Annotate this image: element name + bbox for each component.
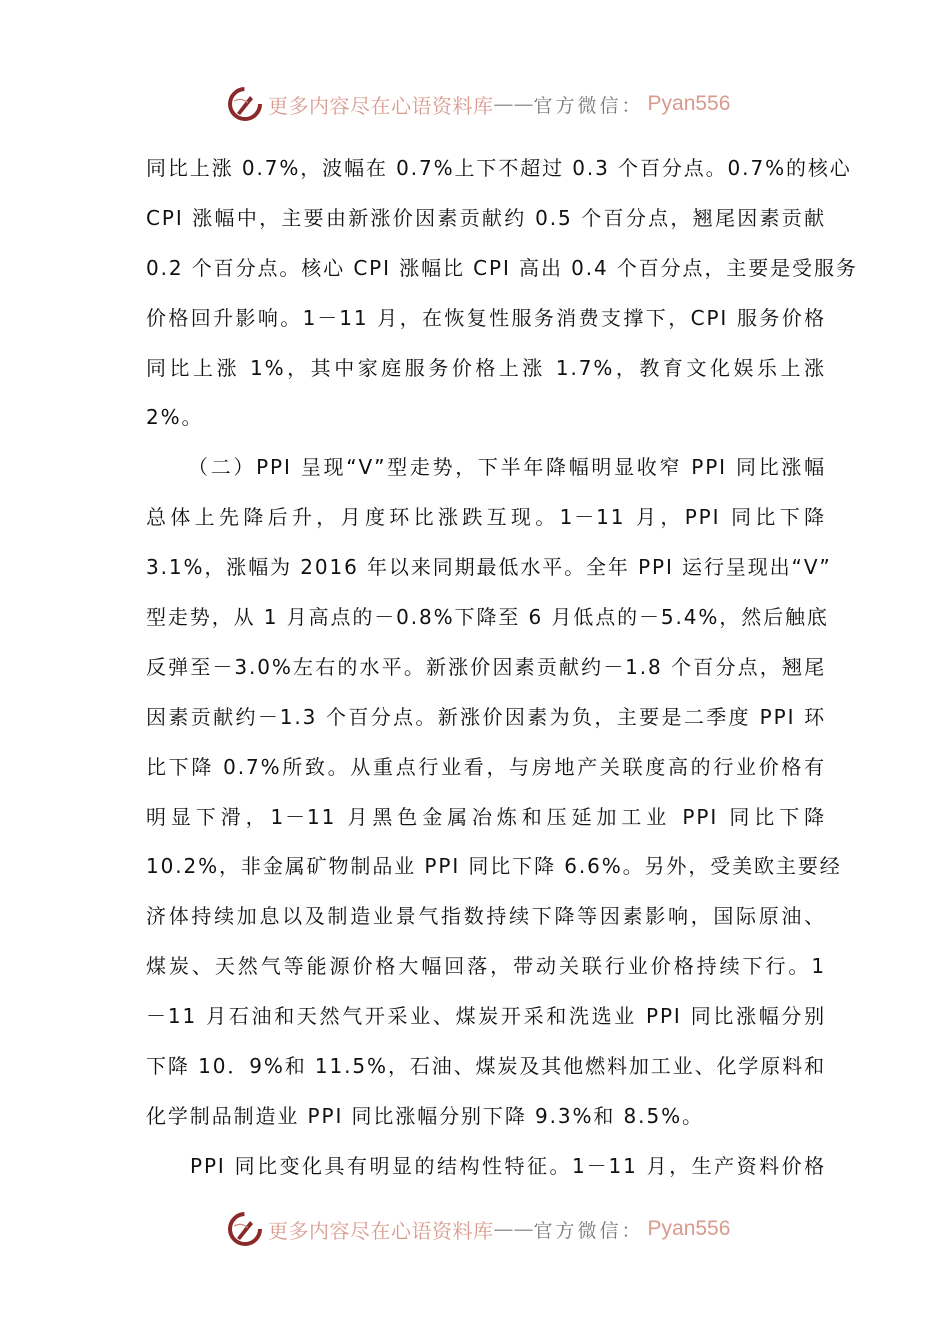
text-line: 明显下滑，1－11 月黑色金属冶炼和压延加工业 PPI 同比下降: [146, 804, 826, 829]
banner-dash: ——: [493, 92, 534, 116]
site-name-text: 更多内容尽在心语资料库: [268, 1218, 494, 1243]
text-line: 型走势，从 1 月高点的－0.8%下降至 6 月低点的－5.4%，然后触底: [146, 605, 829, 630]
quill-pen-logo-icon: [228, 87, 262, 121]
wechat-label: 官方微信：: [533, 94, 644, 117]
text-line: 济体持续加息以及制造业景气指数持续下降等因素影响，国际原油、: [146, 904, 826, 929]
wechat-label: 官方微信：: [533, 1219, 644, 1242]
text-line: 同比上涨 1%，其中家庭服务价格上涨 1.7%，教育文化娱乐上涨: [146, 355, 826, 380]
text-line: 价格回升影响。1－11 月，在恢复性服务消费支撑下，CPI 服务价格: [146, 305, 826, 330]
text-line: CPI 涨幅中，主要由新涨价因素贡献约 0.5 个百分点，翘尾因素贡献: [146, 205, 826, 230]
text-line: 因素贡献约－1.3 个百分点。新涨价因素为负，主要是二季度 PPI 环: [146, 704, 826, 729]
wechat-id: Pyan556: [647, 1217, 731, 1240]
header-banner: [228, 84, 731, 124]
text-line: －11 月石油和天然气开采业、煤炭开采和洗选业 PPI 同比涨幅分别: [146, 1004, 826, 1029]
banner-dash: ——: [493, 1217, 534, 1241]
text-line: 0.2 个百分点。核心 CPI 涨幅比 CPI 高出 0.4 个百分点，主要是受服务: [146, 255, 858, 280]
footer-banner: [228, 1209, 731, 1249]
text-line: 3.1%，涨幅为 2016 年以来同期最低水平。全年 PPI 运行呈现出“V”: [146, 555, 832, 580]
site-name-text: 更多内容尽在心语资料库: [268, 93, 494, 118]
quill-pen-logo-icon: [228, 1212, 262, 1246]
text-line: 2%。: [146, 405, 204, 430]
text-line: 煤炭、天然气等能源价格大幅回落，带动关联行业价格持续下行。1: [146, 954, 826, 979]
text-line: 总体上先降后升，月度环比涨跌互现。1－11 月，PPI 同比下降: [146, 505, 826, 530]
document-body: [146, 144, 858, 1192]
paragraph-start-line: PPI 同比变化具有明显的结构性特征。1－11 月，生产资料价格: [190, 1153, 826, 1178]
section-heading-line: （二）PPI 呈现“V”型走势，下半年降幅明显收窄 PPI 同比涨幅: [188, 455, 826, 480]
text-line: 化学制品制造业 PPI 同比涨幅分别下降 9.3%和 8.5%。: [146, 1103, 704, 1128]
text-line: 反弹至－3.0%左右的水平。新涨价因素贡献约－1.8 个百分点，翘尾: [146, 654, 826, 679]
wechat-id: Pyan556: [647, 92, 731, 115]
text-line: 下降 10．9%和 11.5%，石油、煤炭及其他燃料加工业、化学原料和: [146, 1054, 826, 1079]
text-line: 同比上涨 0.7%，波幅在 0.7%上下不超过 0.3 个百分点。0.7%的核心: [146, 156, 852, 180]
text-line: 比下降 0.7%所致。从重点行业看，与房地产关联度高的行业价格有: [146, 754, 826, 779]
text-line: 10.2%，非金属矿物制品业 PPI 同比下降 6.6%。另外，受美欧主要经: [146, 854, 842, 879]
